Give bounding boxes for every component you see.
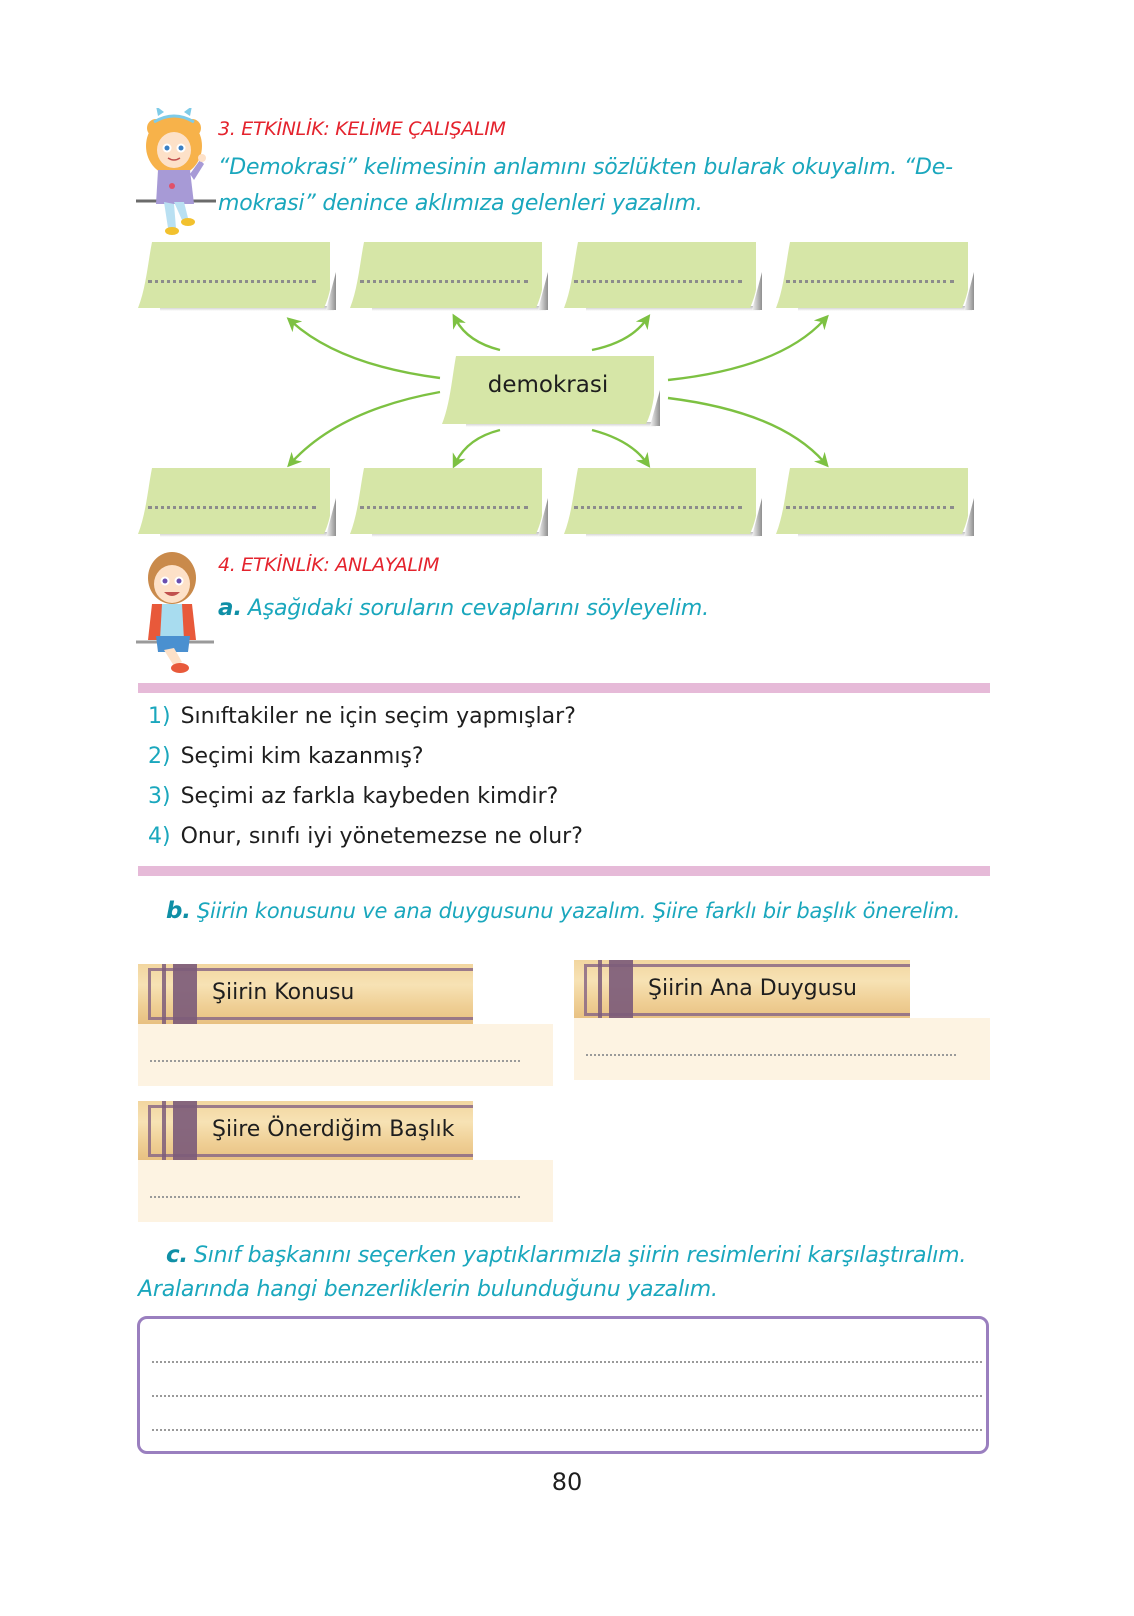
question-1 bbox=[148, 704, 576, 729]
label-stripe bbox=[598, 960, 602, 1020]
poem-topic-answer-field[interactable] bbox=[138, 1024, 553, 1086]
activity-3-instruction-line-1: “Demokrasi” kelimesinin anlamını sözlükten bularak okuyalım. “De- bbox=[218, 155, 953, 180]
center-word: demokrasi bbox=[487, 372, 609, 398]
divider-bottom bbox=[138, 866, 990, 876]
answer-dotted-line bbox=[150, 1196, 520, 1198]
question-number: 4) bbox=[148, 824, 171, 849]
page-number: 80 bbox=[551, 1468, 583, 1496]
mind-map-note-bottom-3[interactable] bbox=[564, 468, 762, 536]
part-b-letter: b. bbox=[166, 898, 191, 924]
mind-map-note-top-1[interactable] bbox=[138, 242, 336, 310]
note-dotted-line bbox=[360, 506, 528, 509]
label-text: Şiire Önerdiğim Başlık bbox=[212, 1117, 455, 1142]
part-c-letter: c. bbox=[166, 1242, 188, 1268]
mind-map-note-bottom-2[interactable] bbox=[350, 468, 548, 536]
question-text: Sınıftakiler ne için seçim yapmışlar? bbox=[180, 704, 576, 729]
answer-dotted-line-2 bbox=[152, 1395, 982, 1397]
activity-4-title: 4. ETKİNLİK: ANLAYALIM bbox=[218, 554, 440, 576]
label-text: Şiirin Konusu bbox=[212, 980, 355, 1005]
question-text: Onur, sınıfı iyi yönetemezse ne olur? bbox=[180, 824, 583, 849]
label-stripe bbox=[173, 964, 197, 1024]
note-dotted-line bbox=[148, 506, 316, 509]
note-dotted-line bbox=[360, 280, 528, 283]
answer-dotted-line bbox=[586, 1054, 956, 1056]
label-suggested-title bbox=[138, 1101, 473, 1161]
part-b-text: Şiirin konusunu ve ana duygusunu yazalım. Şiire farklı bir başlık önerelim. bbox=[196, 899, 961, 923]
boy-character-illustration bbox=[134, 548, 214, 674]
question-2 bbox=[148, 744, 424, 769]
question-3 bbox=[148, 784, 558, 809]
question-text: Seçimi kim kazanmış? bbox=[180, 744, 424, 769]
activity-3-instruction-line-2: mokrasi” denince aklımıza gelenleri yazalım. bbox=[218, 191, 703, 216]
question-text: Seçimi az farkla kaybeden kimdir? bbox=[180, 784, 559, 809]
part-b-instruction bbox=[166, 893, 960, 929]
part-c-instruction-line-2: Aralarında hangi benzerliklerin bulunduğunu yazalım. bbox=[138, 1277, 718, 1302]
divider-top bbox=[138, 683, 990, 693]
note-paper bbox=[138, 242, 330, 308]
mind-map-note-top-3[interactable] bbox=[564, 242, 762, 310]
question-number: 2) bbox=[148, 744, 171, 769]
poem-emotion-answer-field[interactable] bbox=[574, 1018, 990, 1080]
note-dotted-line bbox=[574, 506, 742, 509]
part-c-instruction-line-1 bbox=[166, 1237, 966, 1274]
note-paper bbox=[776, 242, 968, 308]
note-paper bbox=[564, 468, 756, 534]
mind-map-note-top-2[interactable] bbox=[350, 242, 548, 310]
part-c-text: Sınıf başkanını seçerken yaptıklarımızla şiirin resimlerini karşılaştıralım. bbox=[193, 1243, 967, 1268]
answer-dotted-line bbox=[150, 1060, 520, 1062]
label-stripe bbox=[609, 960, 633, 1020]
suggested-title-answer-field[interactable] bbox=[138, 1160, 553, 1222]
note-paper bbox=[350, 242, 542, 308]
question-number: 3) bbox=[148, 784, 171, 809]
note-dotted-line bbox=[574, 280, 742, 283]
note-paper bbox=[564, 242, 756, 308]
part-a-letter: a. bbox=[218, 595, 242, 621]
note-dotted-line bbox=[786, 506, 954, 509]
answer-dotted-line-3 bbox=[152, 1429, 982, 1431]
activity-3-title: 3. ETKİNLİK: KELİME ÇALIŞALIM bbox=[218, 118, 506, 140]
question-4 bbox=[148, 824, 583, 849]
label-text: Şiirin Ana Duygusu bbox=[648, 976, 857, 1001]
label-poem-topic bbox=[138, 964, 473, 1024]
part-a-text: Aşağıdaki soruların cevaplarını söyleyelim. bbox=[247, 596, 709, 621]
note-paper bbox=[776, 468, 968, 534]
note-dotted-line bbox=[786, 280, 954, 283]
mind-map-note-bottom-1[interactable] bbox=[138, 468, 336, 536]
label-stripe bbox=[162, 1101, 166, 1161]
label-stripe bbox=[162, 964, 166, 1024]
note-dotted-line bbox=[148, 280, 316, 283]
mind-map-center-note bbox=[442, 356, 660, 428]
similarities-answer-box[interactable] bbox=[137, 1316, 989, 1454]
mind-map-note-top-4[interactable] bbox=[776, 242, 974, 310]
label-stripe bbox=[173, 1101, 197, 1161]
note-paper bbox=[138, 468, 330, 534]
label-poem-main-emotion bbox=[574, 960, 910, 1020]
question-number: 1) bbox=[148, 704, 171, 729]
mind-map-note-bottom-4[interactable] bbox=[776, 468, 974, 536]
note-paper bbox=[350, 468, 542, 534]
part-a-instruction bbox=[218, 590, 709, 627]
answer-dotted-line-1 bbox=[152, 1361, 982, 1363]
